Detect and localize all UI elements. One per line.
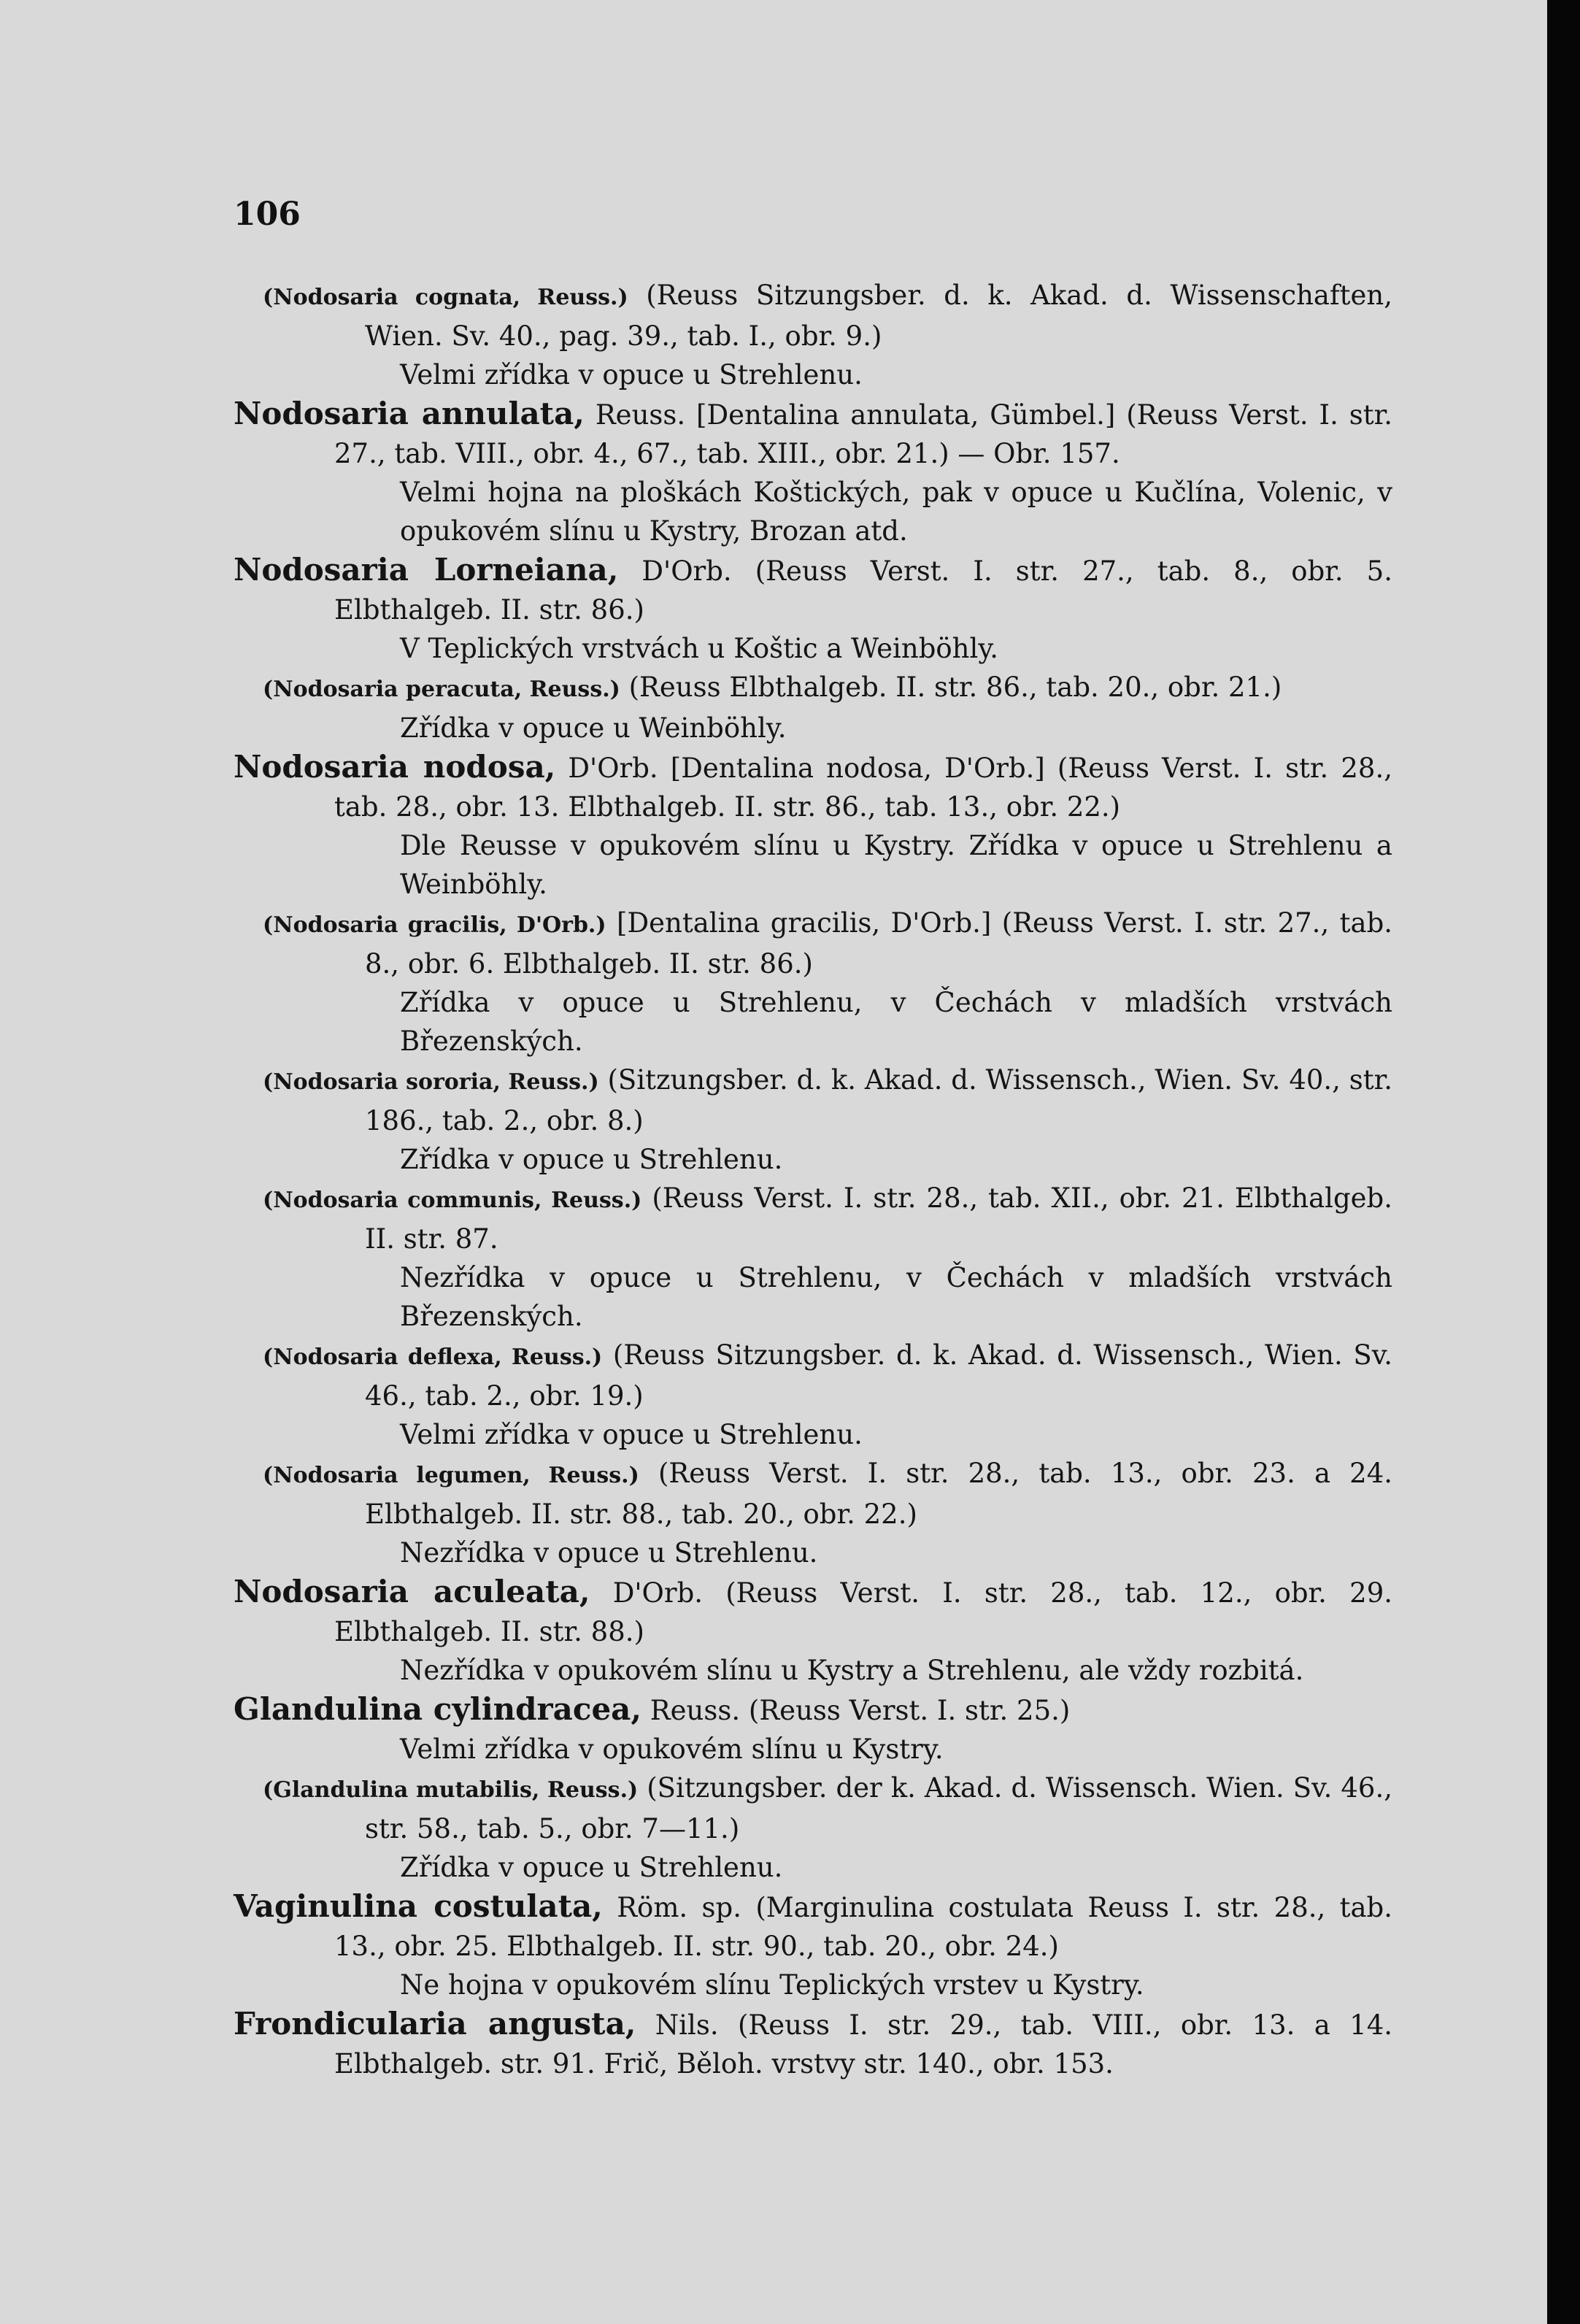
entry-citation [263,276,1392,355]
citation-text: Reuss. [Dentalina annulata, Gümbel.] (Reuss Verst. I. str. 27., tab. VIII., obr. 4., 67., tab. XIII., obr. 21.) — Obr. 157. [334,399,1392,469]
species-entry [234,1769,1392,1887]
species-entry [234,747,1392,904]
species-name: Nodosaria nodosa, [234,749,556,785]
entry-citation [234,747,1392,826]
entry-citation [234,1887,1392,1966]
occurrence-note: Zřídka v opuce u Strehlenu, v Čechách v mladších vrstvách Březenských. [400,987,1392,1057]
species-name: (Nodosaria deflexa, Reuss.) [263,1344,603,1370]
entry-citation [234,1572,1392,1651]
species-name: (Nodosaria communis, Reuss.) [263,1188,642,1213]
species-entry [234,1887,1392,2004]
entry-citation [234,550,1392,629]
scan-border [1547,0,1580,2324]
species-name: Nodosaria aculeata, [234,1574,590,1609]
entry-citation [263,1454,1392,1534]
species-name: Nodosaria annulata, [234,396,585,431]
occurrence-note: Zřídka v opuce u Strehlenu. [400,1852,783,1883]
citation-text: (Reuss Sitzungsber. d. k. Akad. d. Wissenschaften, Wien. Sv. 40., pag. 39., tab. I., obr. 9.) [365,280,1393,352]
occurrence-note: Dle Reusse v opukovém slínu u Kystry. Zřídka v opuce u Strehlenu a Weinböhly. [400,830,1392,900]
occurrence-note: Zřídka v opuce u Weinböhly. [400,712,787,744]
occurrence-note: Zřídka v opuce u Strehlenu. [400,1144,783,1175]
entry-citation [234,1690,1392,1730]
occurrence-note: Nezřídka v opuce u Strehlenu. [400,1537,818,1569]
species-entry [234,1179,1392,1336]
citation-text: (Reuss Verst. I. str. 28., tab. XII., obr. 21. Elbthalgeb. II. str. 87. [365,1182,1392,1255]
citation-text: (Sitzungsber. der k. Akad. d. Wissensch. Wien. Sv. 46., str. 58., tab. 5., obr. 7—11.) [365,1772,1392,1844]
species-list [234,276,1392,2083]
entry-citation [234,2004,1392,2083]
page-number: 106 [234,196,301,233]
citation-text: Nils. (Reuss I. str. 29., tab. VIII., obr. 13. a 14. Elbthalgeb. str. 91. Frič, Běloh. vrstvy str. 140., obr. 153. [334,2009,1393,2079]
entry-citation [263,904,1392,983]
citation-text: D'Orb. (Reuss Verst. I. str. 27., tab. 8., obr. 5. Elbthalgeb. II. str. 86.) [334,555,1392,626]
citation-text: (Sitzungsber. d. k. Akad. d. Wissensch., Wien. Sv. 40., str. 186., tab. 2., obr. 8.) [365,1064,1392,1136]
citation-text: (Reuss Elbthalgeb. II. str. 86., tab. 20., obr. 21.) [628,672,1282,703]
occurrence-note: V Teplických vrstvách u Koštic a Weinböhly. [400,633,999,664]
occurrence-note: Nezřídka v opuce u Strehlenu, v Čechách v mladších vrstvách Březenských. [400,1262,1392,1332]
citation-text: Röm. sp. (Marginulina costulata Reuss I. str. 28., tab. 13., obr. 25. Elbthalgeb. II. str. 90., tab. 20., obr. 24.) [334,1892,1393,1962]
citation-text: Reuss. (Reuss Verst. I. str. 25.) [650,1695,1071,1726]
occurrence-note: Ne hojna v opukovém slínu Teplických vrstev u Kystry. [400,1969,1144,2001]
occurrence-note: Nezřídka v opukovém slínu u Kystry a Strehlenu, ale vždy rozbitá. [400,1655,1304,1686]
species-entry [234,550,1392,668]
species-entry [234,1336,1392,1454]
species-entry [234,2004,1392,2083]
entry-citation [263,1336,1392,1415]
species-entry [234,394,1392,550]
species-name: (Nodosaria legumen, Reuss.) [263,1463,639,1488]
species-name: (Glandulina mutabilis, Reuss.) [263,1777,639,1803]
citation-text: (Reuss Sitzungsber. d. k. Akad. d. Wissensch., Wien. Sv. 46., tab. 2., obr. 19.) [365,1339,1392,1412]
species-name: Glandulina cylindracea, [234,1691,642,1727]
occurrence-note: Velmi zřídka v opuce u Strehlenu. [400,359,863,390]
entry-citation [234,394,1392,473]
citation-text: D'Orb. [Dentalina nodosa, D'Orb.] (Reuss Verst. I. str. 28., tab. 28., obr. 13. Elbthalgeb. II. str. 86., tab. 13., obr. 22.) [334,753,1392,823]
species-name: (Nodosaria gracilis, D'Orb.) [263,912,606,938]
species-entry [234,904,1392,1061]
citation-text: D'Orb. (Reuss Verst. I. str. 28., tab. 12., obr. 29. Elbthalgeb. II. str. 88.) [334,1577,1392,1647]
species-entry [234,1690,1392,1769]
entry-citation [263,1769,1392,1848]
entry-citation [263,668,1392,709]
species-entry [234,668,1392,747]
species-name: (Nodosaria cognata, Reuss.) [263,285,628,310]
occurrence-note: Velmi hojna na ploškách Koštických, pak v opuce u Kučlína, Volenic, v opukovém slínu u Kystry, Brozan atd. [400,477,1392,547]
citation-text: (Reuss Verst. I. str. 28., tab. 13., obr. 23. a 24. Elbthalgeb. II. str. 88., tab. 20., obr. 22.) [365,1458,1393,1530]
occurrence-note: Velmi zřídka v opukovém slínu u Kystry. [400,1734,944,1765]
species-name: (Nodosaria peracuta, Reuss.) [263,677,620,702]
species-name: Frondicularia angusta, [234,2006,636,2042]
species-name: Nodosaria Lorneiana, [234,552,619,588]
entry-citation [263,1179,1392,1258]
citation-text: [Dentalina gracilis, D'Orb.] (Reuss Verst. I. str. 27., tab. 8., obr. 6. Elbthalgeb. II. str. 86.) [365,907,1393,980]
occurrence-note: Velmi zřídka v opuce u Strehlenu. [400,1419,863,1450]
species-name: Vaginulina costulata, [234,1888,603,1924]
species-entry [234,276,1392,394]
species-name: (Nodosaria sororia, Reuss.) [263,1069,599,1095]
entry-citation [263,1061,1392,1140]
species-entry [234,1061,1392,1179]
species-entry [234,1454,1392,1572]
species-entry [234,1572,1392,1690]
